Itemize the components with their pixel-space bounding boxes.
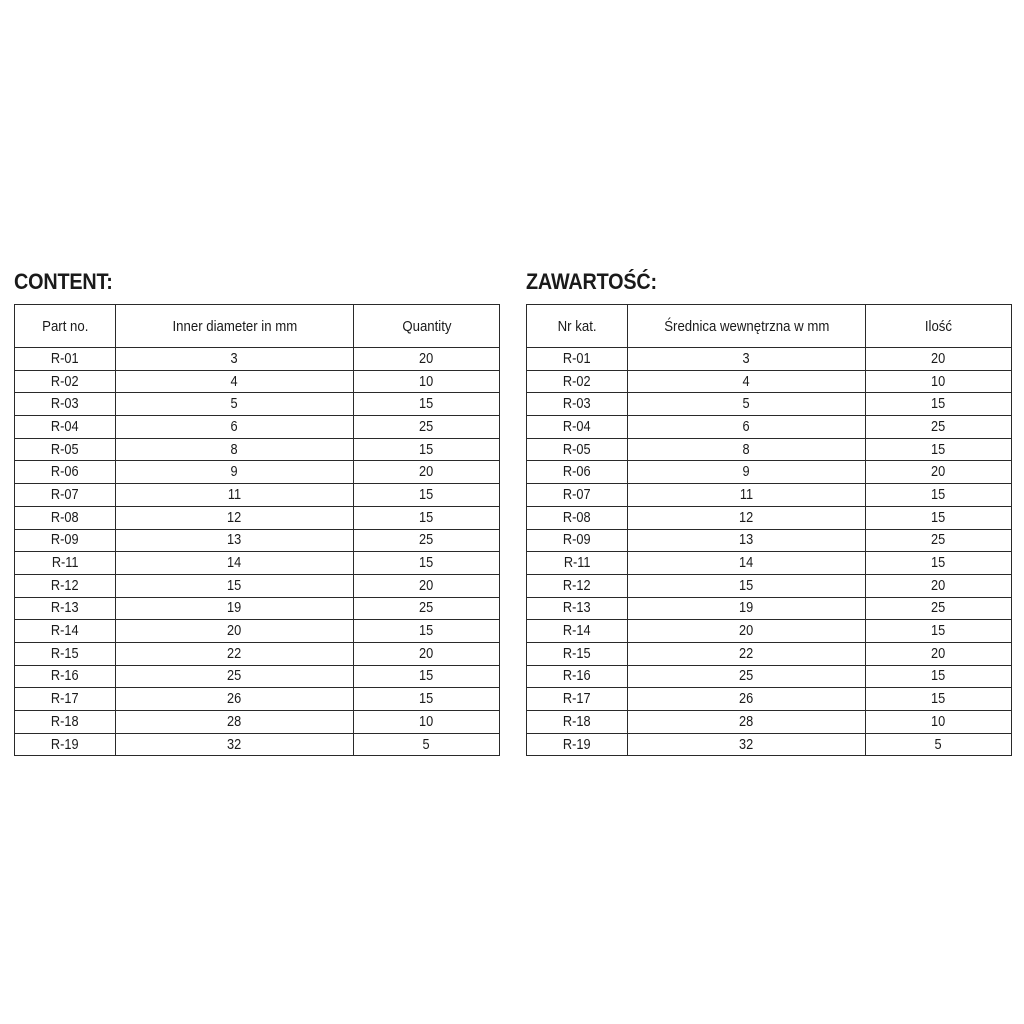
table-row bbox=[15, 552, 500, 575]
cell-part-number: R-06 bbox=[527, 461, 628, 484]
cell-part-number: R-04 bbox=[527, 416, 628, 439]
cell-part-number: R-01 bbox=[15, 348, 116, 371]
cell-quantity: 15 bbox=[354, 620, 500, 643]
table-row bbox=[527, 506, 1012, 529]
cell-quantity: 15 bbox=[354, 506, 500, 529]
cell-inner-diameter: 9 bbox=[116, 461, 354, 484]
cell-part-number: R-02 bbox=[527, 370, 628, 393]
table-body bbox=[527, 348, 1012, 756]
cell-inner-diameter: 5 bbox=[116, 393, 354, 416]
cell-inner-diameter: 32 bbox=[628, 733, 866, 756]
table-row bbox=[15, 461, 500, 484]
table-row bbox=[527, 733, 1012, 756]
cell-quantity: 10 bbox=[354, 711, 500, 734]
cell-quantity: 25 bbox=[354, 597, 500, 620]
cell-inner-diameter: 6 bbox=[116, 416, 354, 439]
cell-inner-diameter: 32 bbox=[116, 733, 354, 756]
cell-part-number: R-07 bbox=[527, 484, 628, 507]
table-row bbox=[15, 574, 500, 597]
header-inner-diameter: Inner diameter in mm bbox=[116, 305, 354, 348]
table-row bbox=[15, 665, 500, 688]
cell-part-number: R-09 bbox=[15, 529, 116, 552]
table-row bbox=[527, 620, 1012, 643]
cell-quantity: 20 bbox=[354, 574, 500, 597]
cell-inner-diameter: 19 bbox=[116, 597, 354, 620]
cell-inner-diameter: 5 bbox=[628, 393, 866, 416]
cell-part-number: R-05 bbox=[15, 438, 116, 461]
cell-inner-diameter: 13 bbox=[628, 529, 866, 552]
table-row bbox=[527, 348, 1012, 371]
table-row bbox=[527, 484, 1012, 507]
cell-part-number: R-18 bbox=[15, 711, 116, 734]
cell-quantity: 25 bbox=[354, 416, 500, 439]
cell-inner-diameter: 28 bbox=[628, 711, 866, 734]
cell-inner-diameter: 4 bbox=[628, 370, 866, 393]
cell-inner-diameter: 22 bbox=[116, 642, 354, 665]
cell-inner-diameter: 12 bbox=[116, 506, 354, 529]
cell-part-number: R-16 bbox=[15, 665, 116, 688]
cell-part-number: R-18 bbox=[527, 711, 628, 734]
cell-part-number: R-12 bbox=[527, 574, 628, 597]
cell-part-number: R-15 bbox=[15, 642, 116, 665]
cell-part-number: R-19 bbox=[15, 733, 116, 756]
cell-inner-diameter: 8 bbox=[116, 438, 354, 461]
parts-table-polish bbox=[526, 304, 1012, 756]
cell-quantity: 10 bbox=[866, 370, 1012, 393]
cell-quantity: 15 bbox=[866, 688, 1012, 711]
cell-quantity: 15 bbox=[354, 438, 500, 461]
cell-inner-diameter: 26 bbox=[116, 688, 354, 711]
cell-part-number: R-12 bbox=[15, 574, 116, 597]
table-row bbox=[15, 688, 500, 711]
table-row bbox=[527, 529, 1012, 552]
table-row bbox=[527, 552, 1012, 575]
cell-inner-diameter: 22 bbox=[628, 642, 866, 665]
table-row bbox=[15, 733, 500, 756]
table-row bbox=[527, 416, 1012, 439]
table-row bbox=[527, 393, 1012, 416]
cell-part-number: R-04 bbox=[15, 416, 116, 439]
table-header-row bbox=[527, 305, 1012, 348]
cell-part-number: R-15 bbox=[527, 642, 628, 665]
cell-quantity: 20 bbox=[866, 642, 1012, 665]
cell-quantity: 15 bbox=[866, 620, 1012, 643]
header-srednica: Średnica wewnętrzna w mm bbox=[628, 305, 866, 348]
cell-part-number: R-03 bbox=[527, 393, 628, 416]
cell-quantity: 25 bbox=[866, 416, 1012, 439]
cell-part-number: R-11 bbox=[527, 552, 628, 575]
table-row bbox=[527, 370, 1012, 393]
zawartosc-title: ZAWARTOŚĆ: bbox=[526, 269, 657, 294]
cell-part-number: R-11 bbox=[15, 552, 116, 575]
cell-quantity: 25 bbox=[866, 597, 1012, 620]
header-quantity: Quantity bbox=[354, 305, 500, 348]
cell-part-number: R-14 bbox=[527, 620, 628, 643]
cell-quantity: 15 bbox=[866, 484, 1012, 507]
cell-quantity: 10 bbox=[866, 711, 1012, 734]
table-row bbox=[527, 665, 1012, 688]
content-title: CONTENT: bbox=[14, 269, 113, 294]
content-panel-polish bbox=[526, 266, 1012, 756]
cell-inner-diameter: 3 bbox=[116, 348, 354, 371]
cell-part-number: R-08 bbox=[527, 506, 628, 529]
cell-inner-diameter: 20 bbox=[116, 620, 354, 643]
parts-table-english bbox=[14, 304, 500, 756]
cell-inner-diameter: 28 bbox=[116, 711, 354, 734]
table-row bbox=[15, 416, 500, 439]
cell-quantity: 20 bbox=[866, 461, 1012, 484]
table-row bbox=[15, 506, 500, 529]
table-row bbox=[15, 642, 500, 665]
table-row bbox=[15, 393, 500, 416]
cell-inner-diameter: 4 bbox=[116, 370, 354, 393]
cell-inner-diameter: 13 bbox=[116, 529, 354, 552]
cell-quantity: 15 bbox=[354, 484, 500, 507]
cell-quantity: 10 bbox=[354, 370, 500, 393]
cell-inner-diameter: 11 bbox=[116, 484, 354, 507]
cell-part-number: R-13 bbox=[527, 597, 628, 620]
header-part-no: Part no. bbox=[15, 305, 116, 348]
cell-part-number: R-02 bbox=[15, 370, 116, 393]
cell-inner-diameter: 14 bbox=[116, 552, 354, 575]
cell-inner-diameter: 11 bbox=[628, 484, 866, 507]
cell-quantity: 15 bbox=[354, 393, 500, 416]
table-row bbox=[15, 597, 500, 620]
cell-inner-diameter: 15 bbox=[628, 574, 866, 597]
cell-inner-diameter: 15 bbox=[116, 574, 354, 597]
cell-quantity: 15 bbox=[866, 393, 1012, 416]
table-row bbox=[527, 438, 1012, 461]
table-row bbox=[527, 642, 1012, 665]
cell-inner-diameter: 12 bbox=[628, 506, 866, 529]
cell-quantity: 15 bbox=[866, 665, 1012, 688]
cell-inner-diameter: 25 bbox=[628, 665, 866, 688]
cell-quantity: 25 bbox=[354, 529, 500, 552]
cell-part-number: R-17 bbox=[15, 688, 116, 711]
cell-inner-diameter: 19 bbox=[628, 597, 866, 620]
cell-quantity: 20 bbox=[866, 574, 1012, 597]
cell-part-number: R-19 bbox=[527, 733, 628, 756]
cell-inner-diameter: 20 bbox=[628, 620, 866, 643]
cell-quantity: 5 bbox=[354, 733, 500, 756]
cell-part-number: R-13 bbox=[15, 597, 116, 620]
cell-inner-diameter: 8 bbox=[628, 438, 866, 461]
cell-quantity: 20 bbox=[866, 348, 1012, 371]
table-row bbox=[15, 529, 500, 552]
header-nr-kat: Nr kat. bbox=[527, 305, 628, 348]
cell-part-number: R-08 bbox=[15, 506, 116, 529]
cell-quantity: 20 bbox=[354, 461, 500, 484]
cell-inner-diameter: 6 bbox=[628, 416, 866, 439]
table-row bbox=[527, 574, 1012, 597]
cell-quantity: 15 bbox=[354, 552, 500, 575]
cell-part-number: R-17 bbox=[527, 688, 628, 711]
cell-inner-diameter: 26 bbox=[628, 688, 866, 711]
cell-quantity: 15 bbox=[354, 688, 500, 711]
cell-quantity: 15 bbox=[866, 438, 1012, 461]
content-panel-english bbox=[14, 266, 500, 756]
cell-quantity: 15 bbox=[354, 665, 500, 688]
cell-quantity: 20 bbox=[354, 348, 500, 371]
header-ilosc: Ilość bbox=[866, 305, 1012, 348]
cell-inner-diameter: 9 bbox=[628, 461, 866, 484]
cell-quantity: 15 bbox=[866, 552, 1012, 575]
table-row bbox=[527, 597, 1012, 620]
table-header-row bbox=[15, 305, 500, 348]
cell-part-number: R-07 bbox=[15, 484, 116, 507]
cell-inner-diameter: 25 bbox=[116, 665, 354, 688]
table-row bbox=[15, 438, 500, 461]
table-row bbox=[15, 620, 500, 643]
cell-quantity: 20 bbox=[354, 642, 500, 665]
cell-part-number: R-01 bbox=[527, 348, 628, 371]
table-row bbox=[15, 484, 500, 507]
cell-part-number: R-06 bbox=[15, 461, 116, 484]
cell-inner-diameter: 14 bbox=[628, 552, 866, 575]
table-row bbox=[527, 711, 1012, 734]
cell-part-number: R-05 bbox=[527, 438, 628, 461]
cell-quantity: 15 bbox=[866, 506, 1012, 529]
table-row bbox=[15, 348, 500, 371]
cell-quantity: 5 bbox=[866, 733, 1012, 756]
table-row bbox=[527, 461, 1012, 484]
table-row bbox=[527, 688, 1012, 711]
cell-quantity: 25 bbox=[866, 529, 1012, 552]
cell-part-number: R-14 bbox=[15, 620, 116, 643]
cell-inner-diameter: 3 bbox=[628, 348, 866, 371]
table-row bbox=[15, 711, 500, 734]
cell-part-number: R-03 bbox=[15, 393, 116, 416]
table-row bbox=[15, 370, 500, 393]
cell-part-number: R-16 bbox=[527, 665, 628, 688]
cell-part-number: R-09 bbox=[527, 529, 628, 552]
table-body bbox=[15, 348, 500, 756]
